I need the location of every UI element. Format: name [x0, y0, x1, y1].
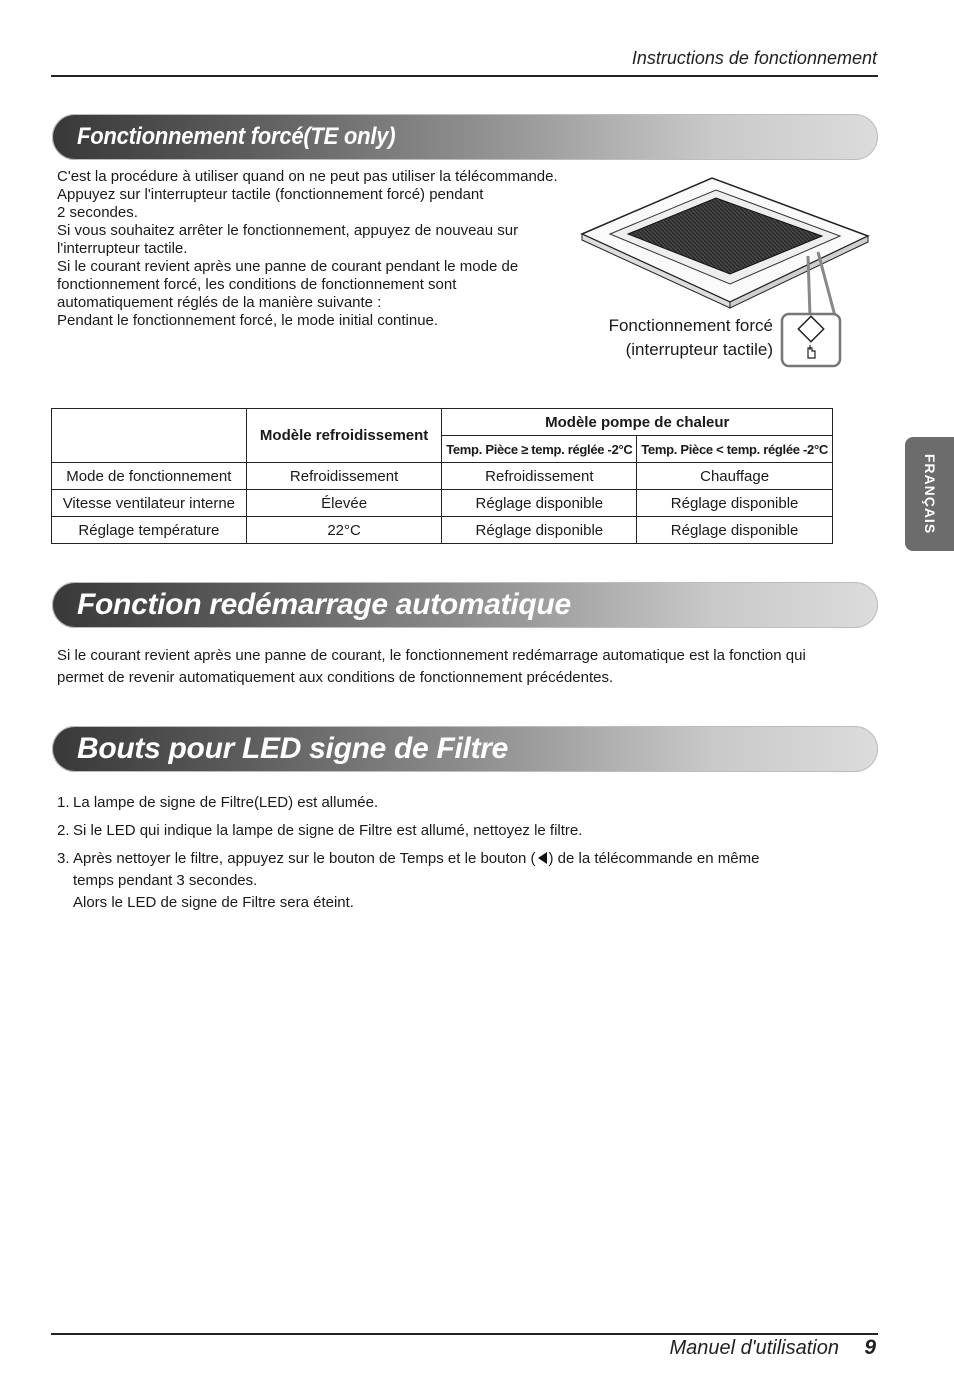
pointer-line	[808, 256, 810, 316]
intro-line: 2 secondes.	[57, 204, 138, 221]
subheader-room-ge-set: Temp. Pièce ≥ temp. réglée -2°C	[442, 436, 637, 463]
table-cell: 22°C	[246, 517, 442, 544]
language-tab-label: FRANÇAIS	[921, 453, 938, 535]
intro-line: fonctionnement forcé, les conditions de fonctionnement sont	[57, 276, 457, 293]
table-cell: Mode de fonctionnement	[52, 463, 247, 490]
section-banner-filter-led	[52, 726, 878, 772]
step-text: temps pendant 3 secondes.	[73, 872, 258, 889]
left-triangle-icon	[538, 852, 547, 864]
table-cell: Élevée	[246, 490, 442, 517]
header-cooling-model: Modèle refroidissement	[246, 409, 442, 463]
step-number: 1.	[57, 794, 70, 811]
intro-line: automatiquement réglés de la manière suivante :	[57, 294, 382, 311]
filter-led-steps	[57, 792, 857, 920]
header-rule	[51, 75, 878, 77]
header-heatpump-model: Modèle pompe de chaleur	[442, 409, 833, 436]
step-text: La lampe de signe de Filtre(LED) est allumée.	[73, 794, 379, 811]
step-text: Si le LED qui indique la lampe de signe de Filtre est allumé, nettoyez le filtre.	[73, 822, 583, 839]
section-heading-auto-restart: Fonction redémarrage automatique	[77, 588, 571, 621]
intro-line: Appuyez sur l'interrupteur tactile (fonctionnement forcé) pendant	[57, 186, 484, 203]
tactile-switch-caption	[583, 314, 773, 362]
table-header-row	[52, 409, 833, 436]
step-text: Après nettoyer le filtre, appuyez sur le bouton de Temps et le bouton (	[73, 850, 536, 867]
table-cell: Chauffage	[637, 463, 833, 490]
list-item	[57, 820, 857, 842]
restart-line: permet de revenir automatiquement aux conditions de fonctionnement précédentes.	[57, 669, 614, 686]
section-banner-forced-operation	[52, 114, 878, 160]
subheader-room-lt-set: Temp. Pièce < temp. réglée -2°C	[637, 436, 833, 463]
restart-line: Si le courant revient après une panne de courant, le fonctionnement redémarrage automatique est la fonction qui	[57, 647, 806, 664]
list-item	[57, 792, 857, 814]
table-row	[52, 490, 833, 517]
table-cell: Vitesse ventilateur interne	[52, 490, 247, 517]
table-cell: Refroidissement	[246, 463, 442, 490]
intro-line: Pendant le fonctionnement forcé, le mode initial continue.	[57, 312, 439, 329]
section-heading-filter-led: Bouts pour LED signe de Filtre	[77, 732, 509, 765]
header-title: Instructions de fonctionnement	[631, 48, 877, 68]
caption-line: Fonctionnement forcé	[608, 316, 773, 335]
intro-line: Si vous souhaitez arrêter le fonctionnement, appuyez de nouveau sur	[57, 222, 519, 239]
table-corner-cell	[52, 409, 247, 463]
table-cell: Réglage disponible	[442, 517, 637, 544]
section-heading-forced-operation: Fonctionnement forcé(TE only)	[77, 123, 396, 150]
table-cell: Refroidissement	[442, 463, 637, 490]
forced-mode-table	[51, 408, 833, 544]
list-item	[57, 848, 857, 914]
table-cell: Réglage disponible	[637, 517, 833, 544]
footer-manual-title: Manuel d'utilisation	[669, 1337, 839, 1359]
page-number: 9	[864, 1336, 876, 1359]
intro-line: l'interrupteur tactile.	[57, 240, 188, 257]
intro-line: C'est la procédure à utiliser quand on ne peut pas utiliser la télécommande.	[57, 168, 558, 185]
table-row	[52, 517, 833, 544]
table-cell: Réglage température	[52, 517, 247, 544]
intro-line: Si le courant revient après une panne de courant pendant le mode de	[57, 258, 519, 275]
forced-operation-text	[57, 168, 602, 330]
step-number: 3.	[57, 850, 70, 867]
language-side-tab	[905, 437, 954, 551]
table-cell: Réglage disponible	[442, 490, 637, 517]
step-number: 2.	[57, 822, 70, 839]
table-cell: Réglage disponible	[637, 490, 833, 517]
caption-line: (interrupteur tactile)	[625, 340, 773, 359]
section-banner-auto-restart	[52, 582, 878, 628]
auto-restart-text	[57, 645, 847, 689]
step-text: Alors le LED de signe de Filtre sera éteint.	[73, 894, 354, 911]
footer-rule	[51, 1333, 878, 1335]
step-text: ) de la télécommande en même	[548, 850, 760, 867]
table-row	[52, 463, 833, 490]
